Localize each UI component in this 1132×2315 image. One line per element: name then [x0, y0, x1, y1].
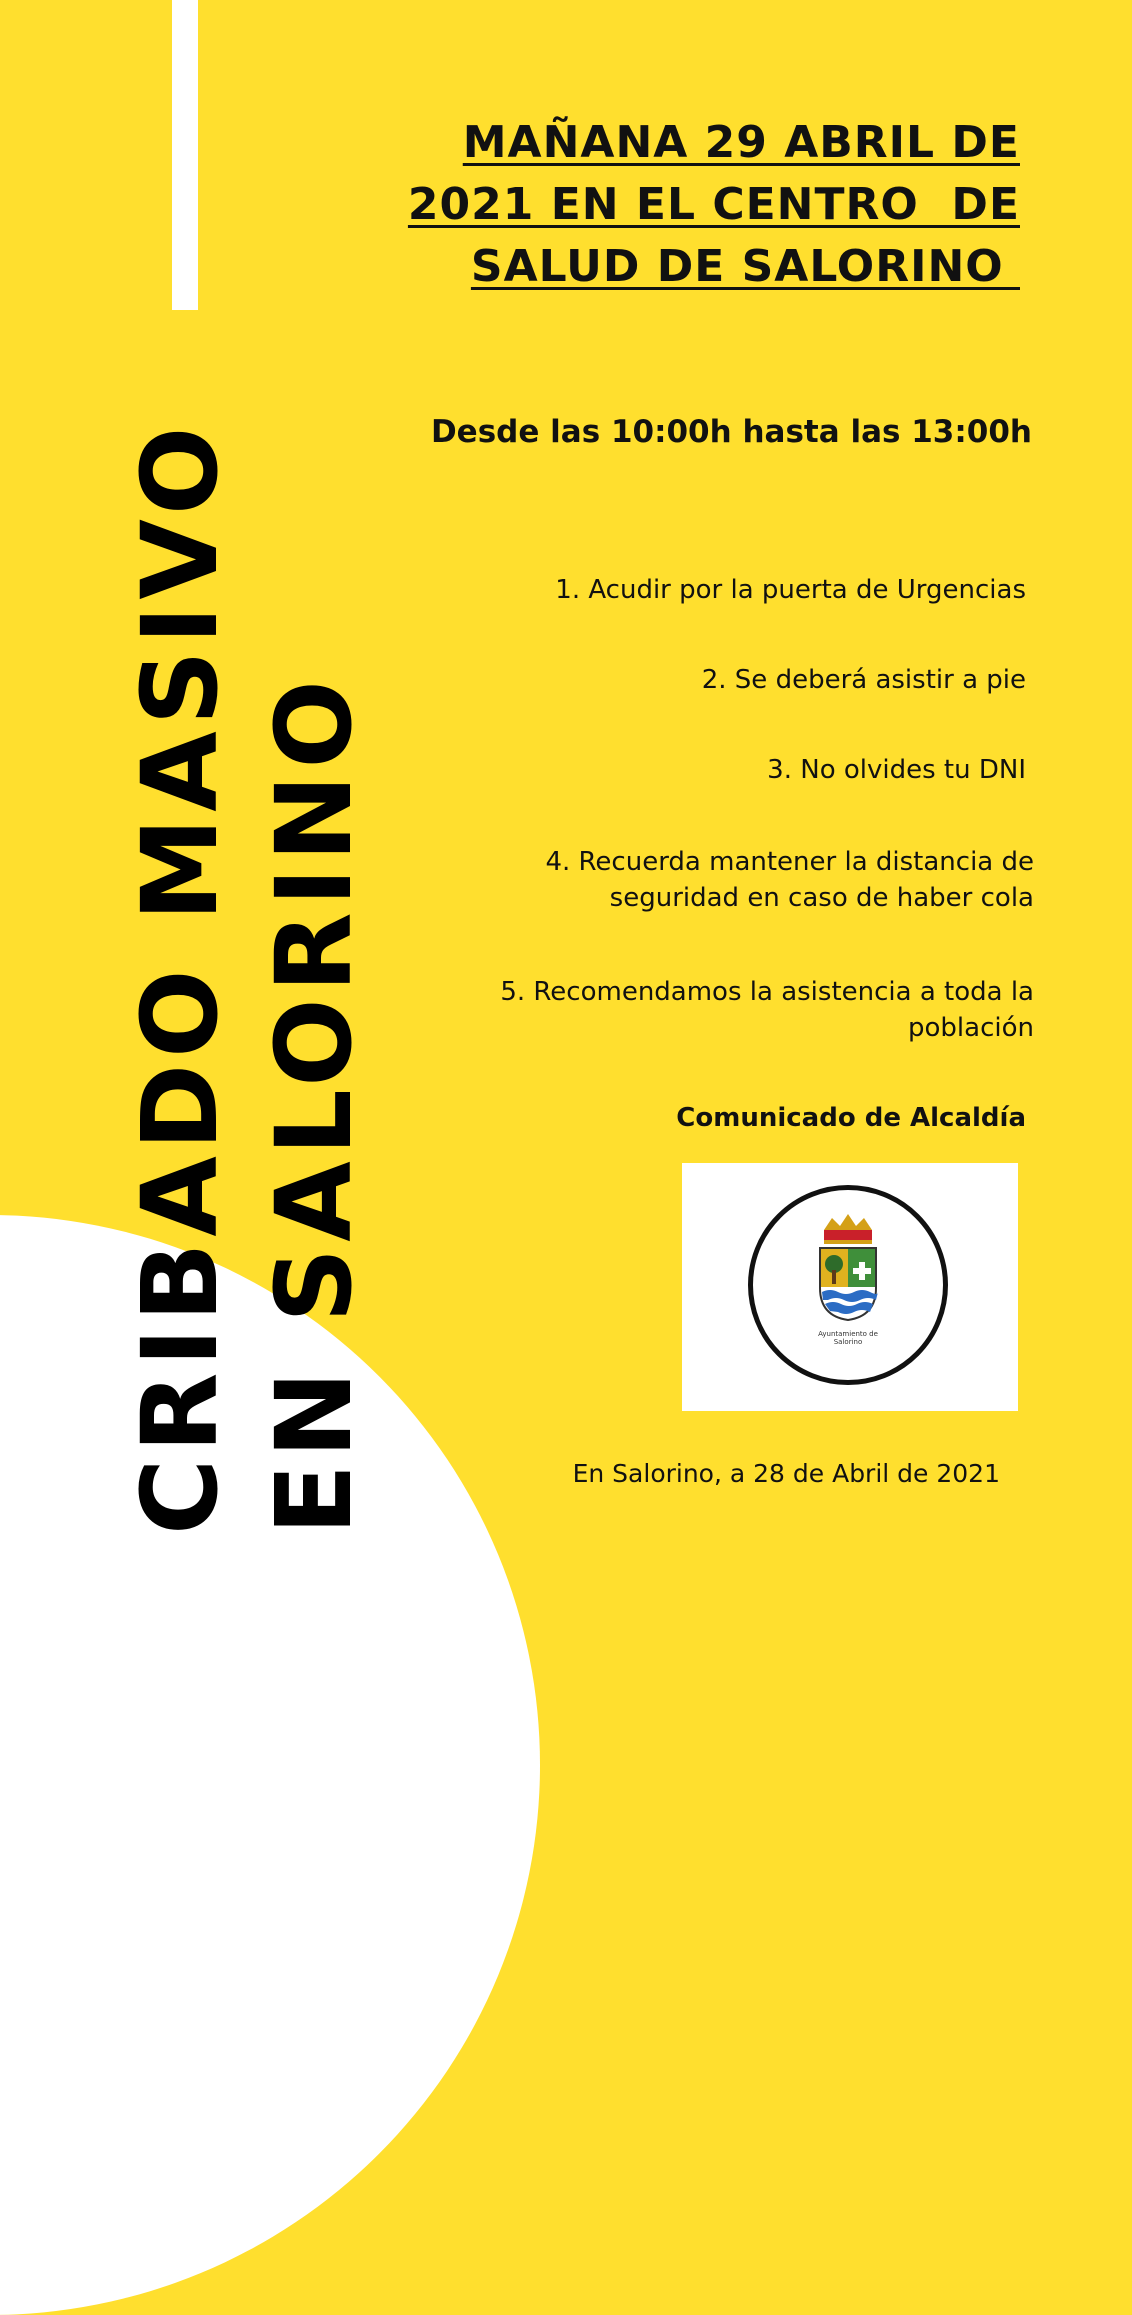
date-line: En Salorino, a 28 de Abril de 2021 [572, 1459, 1000, 1488]
headline [380, 112, 1020, 298]
municipal-logo [682, 1163, 1018, 1411]
logo-ring [748, 1185, 948, 1385]
headline-line-2: 2021 EN EL CENTRO DE [407, 179, 1020, 230]
logo-caption [753, 1330, 943, 1346]
decorative-white-circle [0, 1215, 540, 2315]
headline-line-3: SALUD DE SALORINO [470, 241, 1020, 292]
instruction-item: 2. Se deberá asistir a pie [701, 665, 1026, 695]
decorative-white-bar [172, 0, 198, 310]
instruction-item: 3. No olvides tu DNI [767, 755, 1026, 785]
signature: Comunicado de Alcaldía [676, 1103, 1026, 1133]
vertical-title-line-2: EN SALORINO [253, 674, 375, 1535]
hours-text: Desde las 10:00h hasta las 13:00h [430, 414, 1032, 450]
logo-caption-line-1: Ayuntamiento de [818, 1330, 878, 1338]
vertical-title-line-1: CRIBADO MASIVO [119, 420, 241, 1535]
instruction-item: 1. Acudir por la puerta de Urgencias [555, 575, 1026, 605]
headline-line-1: MAÑANA 29 ABRIL DE [462, 117, 1020, 168]
instruction-item: 5. Recomendamos la asistencia a toda la población [500, 977, 1034, 1043]
coat-of-arms-icon [808, 1212, 888, 1322]
logo-caption-line-2: Salorino [833, 1338, 863, 1346]
instruction-item: 4. Recuerda mantener la distancia de seguridad en caso de haber cola [545, 847, 1034, 913]
